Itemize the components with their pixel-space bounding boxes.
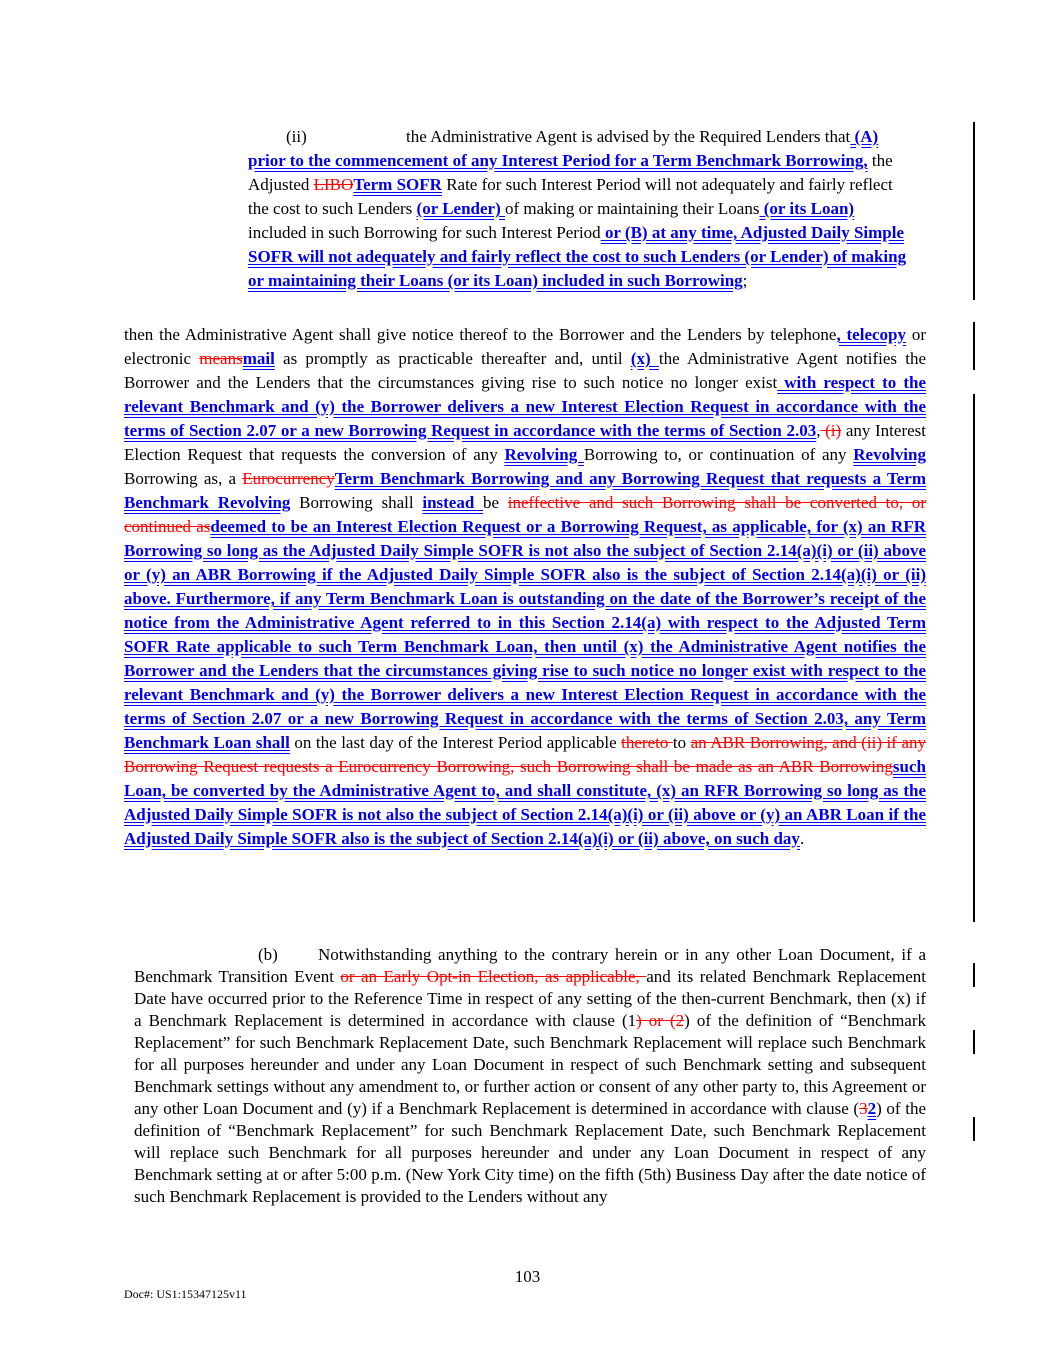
change-bar — [973, 322, 975, 370]
inserted-text: mail — [242, 349, 275, 368]
inserted-text: Term Benchmark Borrowing and any Borrowing Request that requests a Term Benchmark Revolving — [124, 469, 927, 512]
inserted-text: (or its Loan) — [759, 199, 855, 218]
text-run: . — [799, 829, 805, 848]
deleted-text: an ABR Borrowing, and (ii) if any Borrowing Request requests a Eurocurrency Borrowing, such Borrowing shall be made as an ABR Borrowing — [124, 733, 926, 776]
change-bar — [973, 963, 975, 987]
text-run: Borrowing shall — [290, 493, 423, 512]
inserted-text: with respect to the relevant Benchmark and (y) the Borrower delivers a new Interest Election Request in accordance with the terms of Section 2.07 or a new Borrowing Request in accordance with the terms of Section 2.03 — [124, 373, 926, 440]
text-run: Borrowing to, or continuation of any — [583, 445, 854, 464]
deleted-text: thereto — [621, 733, 673, 752]
text-run: the Administrative Agent notifies the Borrower and the Lenders that the circumstances giving rise to such notice no longer exist — [124, 349, 926, 392]
text-run: then the Administrative Agent shall give notice thereof to the Borrower and the Lenders by telephone — [124, 325, 837, 344]
text-run: Notwithstanding anything to the contrary herein or in any other Loan Document, if a Benchmark Transition Event — [134, 945, 926, 986]
text-run: , — [816, 421, 821, 440]
change-bar — [973, 1030, 975, 1054]
deleted-text: or an Early Opt-in Election, as applicable, — [340, 967, 647, 986]
text-run: be — [483, 493, 508, 512]
text-run: as promptly as practicable thereafter and, until — [274, 349, 631, 368]
inserted-text: (A) prior to the commencement of any Interest Period for a Term Benchmark Borrowing, — [248, 127, 879, 170]
text-run: the Adjusted — [248, 151, 893, 194]
deleted-text: Eurocurrency — [242, 469, 335, 488]
text-run: ) of the definition of “Benchmark Replacement” for such Benchmark Replacement Date, such Benchmark Replacement will replace such Benchmark for all purposes hereunder and under any Loan Document in respect of such Benchmark setting and subsequent Benchmark settings without any amendment to, or further action or consent of any other party to, this Agreement or any other Loan Document and (y) if a Benchmark Replacement is determined in accordance with clause ( — [134, 1011, 926, 1118]
clause-label: (b) — [258, 945, 278, 964]
text-run: Rate for such Interest Period will not adequately and fairly reflect the cost to such Lenders — [248, 175, 893, 218]
inserted-text: or (B) at any time, Adjusted Daily Simple SOFR will not adequately and fairly reflect the cost to such Lenders (or Lender) of making or maintaining their Loans (or its Loan) included in such Borrowing — [248, 223, 907, 290]
deleted-text: 3 — [859, 1099, 868, 1118]
change-bar — [973, 122, 975, 300]
inserted-text: Term SOFR — [353, 175, 442, 194]
inserted-text: , telecopy — [836, 325, 906, 344]
inserted-text: Revolving — [504, 445, 584, 464]
text-run: any Interest Election Request that requests the conversion of any — [124, 421, 927, 464]
page-number: 103 — [514, 1267, 541, 1286]
text-run: or electronic — [124, 325, 926, 368]
text-run: included in such Borrowing for such Interest Period — [248, 223, 601, 242]
text-run: of making or maintaining their Loans — [505, 199, 760, 218]
paragraph-ii — [248, 125, 908, 293]
inserted-text: such Loan, be converted by the Administrative Agent to, and shall constitute, (x) an RFR Borrowing so long as the Adjusted Daily Simple SOFR is not also the subject of Section 2.14(a)(i) or (ii) above or (y) an ABR Loan if the Adjusted Daily Simple SOFR also is the subject of Section 2.14(a)(i) or (ii) above, on such day — [124, 757, 926, 848]
text-run: Borrowing as, a — [124, 469, 243, 488]
text-run: to — [672, 733, 691, 752]
text-run: and its related Benchmark Replacement Date have occurred prior to the Reference Time in respect of any setting of the then-current Benchmark, then (x) if a Benchmark Replacement is determined in accordance with clause (1 — [134, 967, 927, 1030]
paragraph-then — [124, 323, 926, 851]
inserted-text: deemed to be an Interest Election Request or a Borrowing Request, as applicable, for (x) an RFR Borrowing so long as the Adjusted Daily Simple SOFR is not also the subject of Section 2.14(a)(i) or (ii) above or (y) an ABR Borrowing if the Adjusted Daily Simple SOFR also is the subject of Section 2.14(a)(i) or (ii) above. Furthermore, if any Term Benchmark Loan is outstanding on the date of the Borrower’s receipt of the notice from the Administrative Agent referred to in this Section 2.14(a) with respect to the Adjusted Term SOFR Rate applicable to such Term Benchmark Loan, then until (x) the Administrative Agent notifies the Borrower and the Lenders that the circumstances giving rise to such notice no longer exist with respect to the relevant Benchmark and (y) the Borrower delivers a new Interest Election Request in accordance with the terms of Section 2.07 or a new Borrowing Request in accordance with the terms of Section 2.03, any Term Benchmark Loan shall — [124, 517, 926, 752]
document-id: Doc#: US1:15347125v11 — [124, 1287, 247, 1301]
deleted-text: ineffective and such Borrowing shall be converted to, or continued as — [124, 493, 926, 536]
text-run: the Administrative Agent is advised by the Required Lenders that — [406, 127, 851, 146]
deleted-text: means — [199, 349, 243, 368]
deleted-text: LIBO — [313, 175, 354, 194]
clause-label: (ii) — [286, 127, 307, 146]
inserted-text: (x) — [630, 349, 659, 368]
change-bar — [973, 1117, 975, 1141]
text-run: ) of the definition of “Benchmark Replacement” for such Benchmark Replacement Date, such Benchmark Replacement will replace such Benchmark for all purposes hereunder and under any Loan Document in respect of any Benchmark setting at or after 5:00 p.m. (New York City time) on the fifth (5th) Business Day after the date notice of such Benchmark Replacement is provided to the Lenders without any — [134, 1099, 926, 1206]
inserted-text: instead — [422, 493, 484, 512]
inserted-text: Revolving — [853, 445, 926, 464]
change-bar — [973, 394, 975, 922]
deleted-text: (i) — [820, 421, 842, 440]
inserted-text: (or Lender) — [416, 199, 505, 218]
text-run: on the last day of the Interest Period applicable — [289, 733, 622, 752]
deleted-text: ) or (2 — [636, 1011, 685, 1030]
inserted-text: 2 — [867, 1099, 877, 1118]
text-run: ; — [742, 271, 748, 290]
paragraph-b — [134, 944, 926, 1208]
